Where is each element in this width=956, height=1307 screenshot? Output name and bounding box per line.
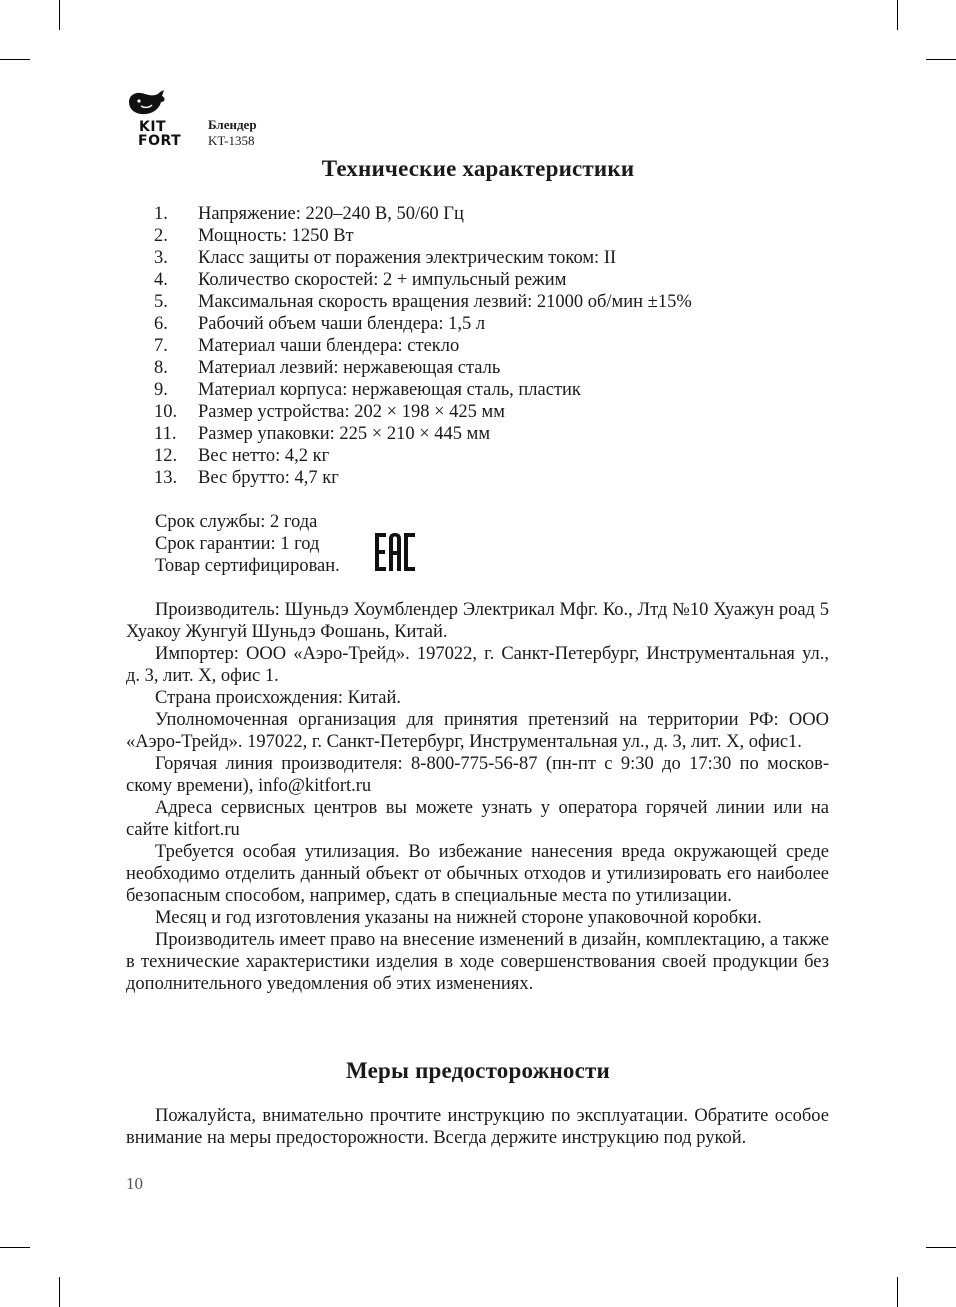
- spec-item: [154, 445, 692, 467]
- spec-text: Материал чаши блендера: стекло: [198, 336, 460, 356]
- crop-mark: [0, 59, 30, 60]
- spec-number: 5.: [154, 292, 168, 312]
- spec-text: Класс защиты от поражения электрическим током: II: [198, 248, 617, 268]
- product-header: [208, 117, 257, 149]
- spec-number: 7.: [154, 336, 168, 356]
- service-info: [155, 511, 340, 577]
- spec-number: 1.: [154, 204, 168, 224]
- crop-mark: [59, 0, 60, 30]
- spec-item: [154, 313, 692, 335]
- info-paragraph: Требуется особая утилизация. Во избежание нанесения вреда окружающей среде необходимо отделить данный объект от обычных отходов и утилизировать его наиболее безопасным способом, например, сдать в специальные места по утилизации.: [126, 842, 829, 906]
- kitfort-whale-icon: [127, 88, 167, 118]
- spec-number: 13.: [154, 468, 178, 488]
- crop-mark: [897, 0, 898, 30]
- spec-item: [154, 291, 692, 313]
- spec-text: Максимальная скорость вращения лезвий: 21000 об/мин ±15%: [198, 292, 692, 312]
- spec-text: Количество скоростей: 2 + импульсный режим: [198, 270, 567, 290]
- info-paragraph: Адреса сервисных центров вы можете узнать у оператора горячей линии или на сайте kitfort.ru: [126, 798, 829, 840]
- eac-mark-icon: [374, 531, 416, 573]
- service-lifetime: Срок службы: 2 года: [155, 512, 318, 532]
- brand-line-1: KIT: [139, 119, 167, 135]
- spec-item: [154, 467, 692, 489]
- product-model: KT-1358: [208, 133, 255, 148]
- spec-item: [154, 335, 692, 357]
- info-paragraph: Производитель: Шуньдэ Хоумблендер Электрикал Мфг. Ко., Лтд №10 Хуажун роад 5 Хуакоу Жунгуй Шуньдэ Фошань, Китай.: [126, 600, 829, 642]
- spec-number: 8.: [154, 358, 168, 378]
- info-paragraph: Импортер: ООО «Аэро-Трейд». 197022, г. Санкт-Петербург, Инструментальная ул., д. 3, лит. Х, офис 1.: [126, 644, 829, 686]
- precautions-title: Меры предосторожности: [345, 1058, 610, 1083]
- spec-text: Размер устройства: 202 × 198 × 425 мм: [198, 402, 505, 422]
- precautions-paragraph: Пожалуйста, внимательно прочтите инструкцию по эксплуатации. Обратите особое внимание на меры предосторожности. Всегда держите инструкцию под рукой.: [126, 1106, 829, 1148]
- spec-item: [154, 203, 692, 225]
- certification-note: Товар сертифицирован.: [155, 556, 340, 576]
- page-number: 10: [126, 1174, 143, 1193]
- spec-item: [154, 269, 692, 291]
- spec-number: 12.: [154, 446, 178, 466]
- spec-text: Напряжение: 220–240 В, 50/60 Гц: [198, 204, 464, 224]
- info-paragraph: Месяц и год изготовления указаны на нижней стороне упаковочной коробки.: [155, 908, 762, 928]
- spec-item: [154, 379, 692, 401]
- info-paragraph: Производитель имеет право на внесение изменений в дизайн, комплектацию, а также в технические характеристики изделия в ходе совершенствования своей продукции без дополнительного уведомления об этих изменениях.: [126, 930, 829, 994]
- spec-text: Вес нетто: 4,2 кг: [198, 446, 330, 466]
- crop-mark: [0, 1247, 30, 1248]
- spec-number: 2.: [154, 226, 168, 246]
- product-name: Блендер: [208, 117, 257, 132]
- crop-mark: [926, 59, 956, 60]
- spec-item: [154, 401, 692, 423]
- spec-item: [154, 247, 692, 269]
- spec-number: 6.: [154, 314, 168, 334]
- brand-line-2: FORT: [138, 133, 182, 149]
- spec-number: 9.: [154, 380, 168, 400]
- crop-mark: [59, 1277, 60, 1307]
- spec-text: Размер упаковки: 225 × 210 × 445 мм: [198, 424, 491, 444]
- kitfort-logo: [125, 88, 195, 150]
- spec-item: [154, 225, 692, 247]
- brand-wordmark: [139, 120, 199, 148]
- spec-number: 11.: [154, 424, 177, 444]
- spec-number: 3.: [154, 248, 168, 268]
- crop-mark: [926, 1247, 956, 1248]
- spec-number: 4.: [154, 270, 168, 290]
- spec-text: Материал лезвий: нержавеющая сталь: [198, 358, 501, 378]
- manufacturer-info: [126, 599, 829, 995]
- spec-text: Материал корпуса: нержавеющая сталь, пластик: [198, 380, 581, 400]
- spec-text: Мощность: 1250 Вт: [198, 226, 354, 246]
- specs-title: Технические характеристики: [321, 156, 635, 181]
- spec-item: [154, 357, 692, 379]
- spec-number: 10.: [154, 402, 178, 422]
- spec-item: [154, 423, 692, 445]
- crop-mark: [897, 1277, 898, 1307]
- info-paragraph: Страна происхождения: Китай.: [155, 688, 401, 708]
- info-paragraph: Уполномоченная организация для принятия претензий на территории РФ: ООО «Аэро-Трейд». 197022, г. Санкт-Петербург, Инструментальная ул., д. 3, лит. Х, офис1.: [126, 710, 829, 752]
- warranty-period: Срок гарантии: 1 год: [155, 534, 320, 554]
- precautions-section: [126, 1105, 829, 1149]
- specs-list: [154, 203, 692, 489]
- spec-text: Рабочий объем чаши блендера: 1,5 л: [198, 314, 486, 334]
- info-paragraph: Горячая линия производителя: 8-800-775-56-87 (пн-пт с 9:30 до 17:30 по московскому времени), info@kitfort.ru: [126, 754, 829, 796]
- spec-text: Вес брутто: 4,7 кг: [198, 468, 339, 488]
